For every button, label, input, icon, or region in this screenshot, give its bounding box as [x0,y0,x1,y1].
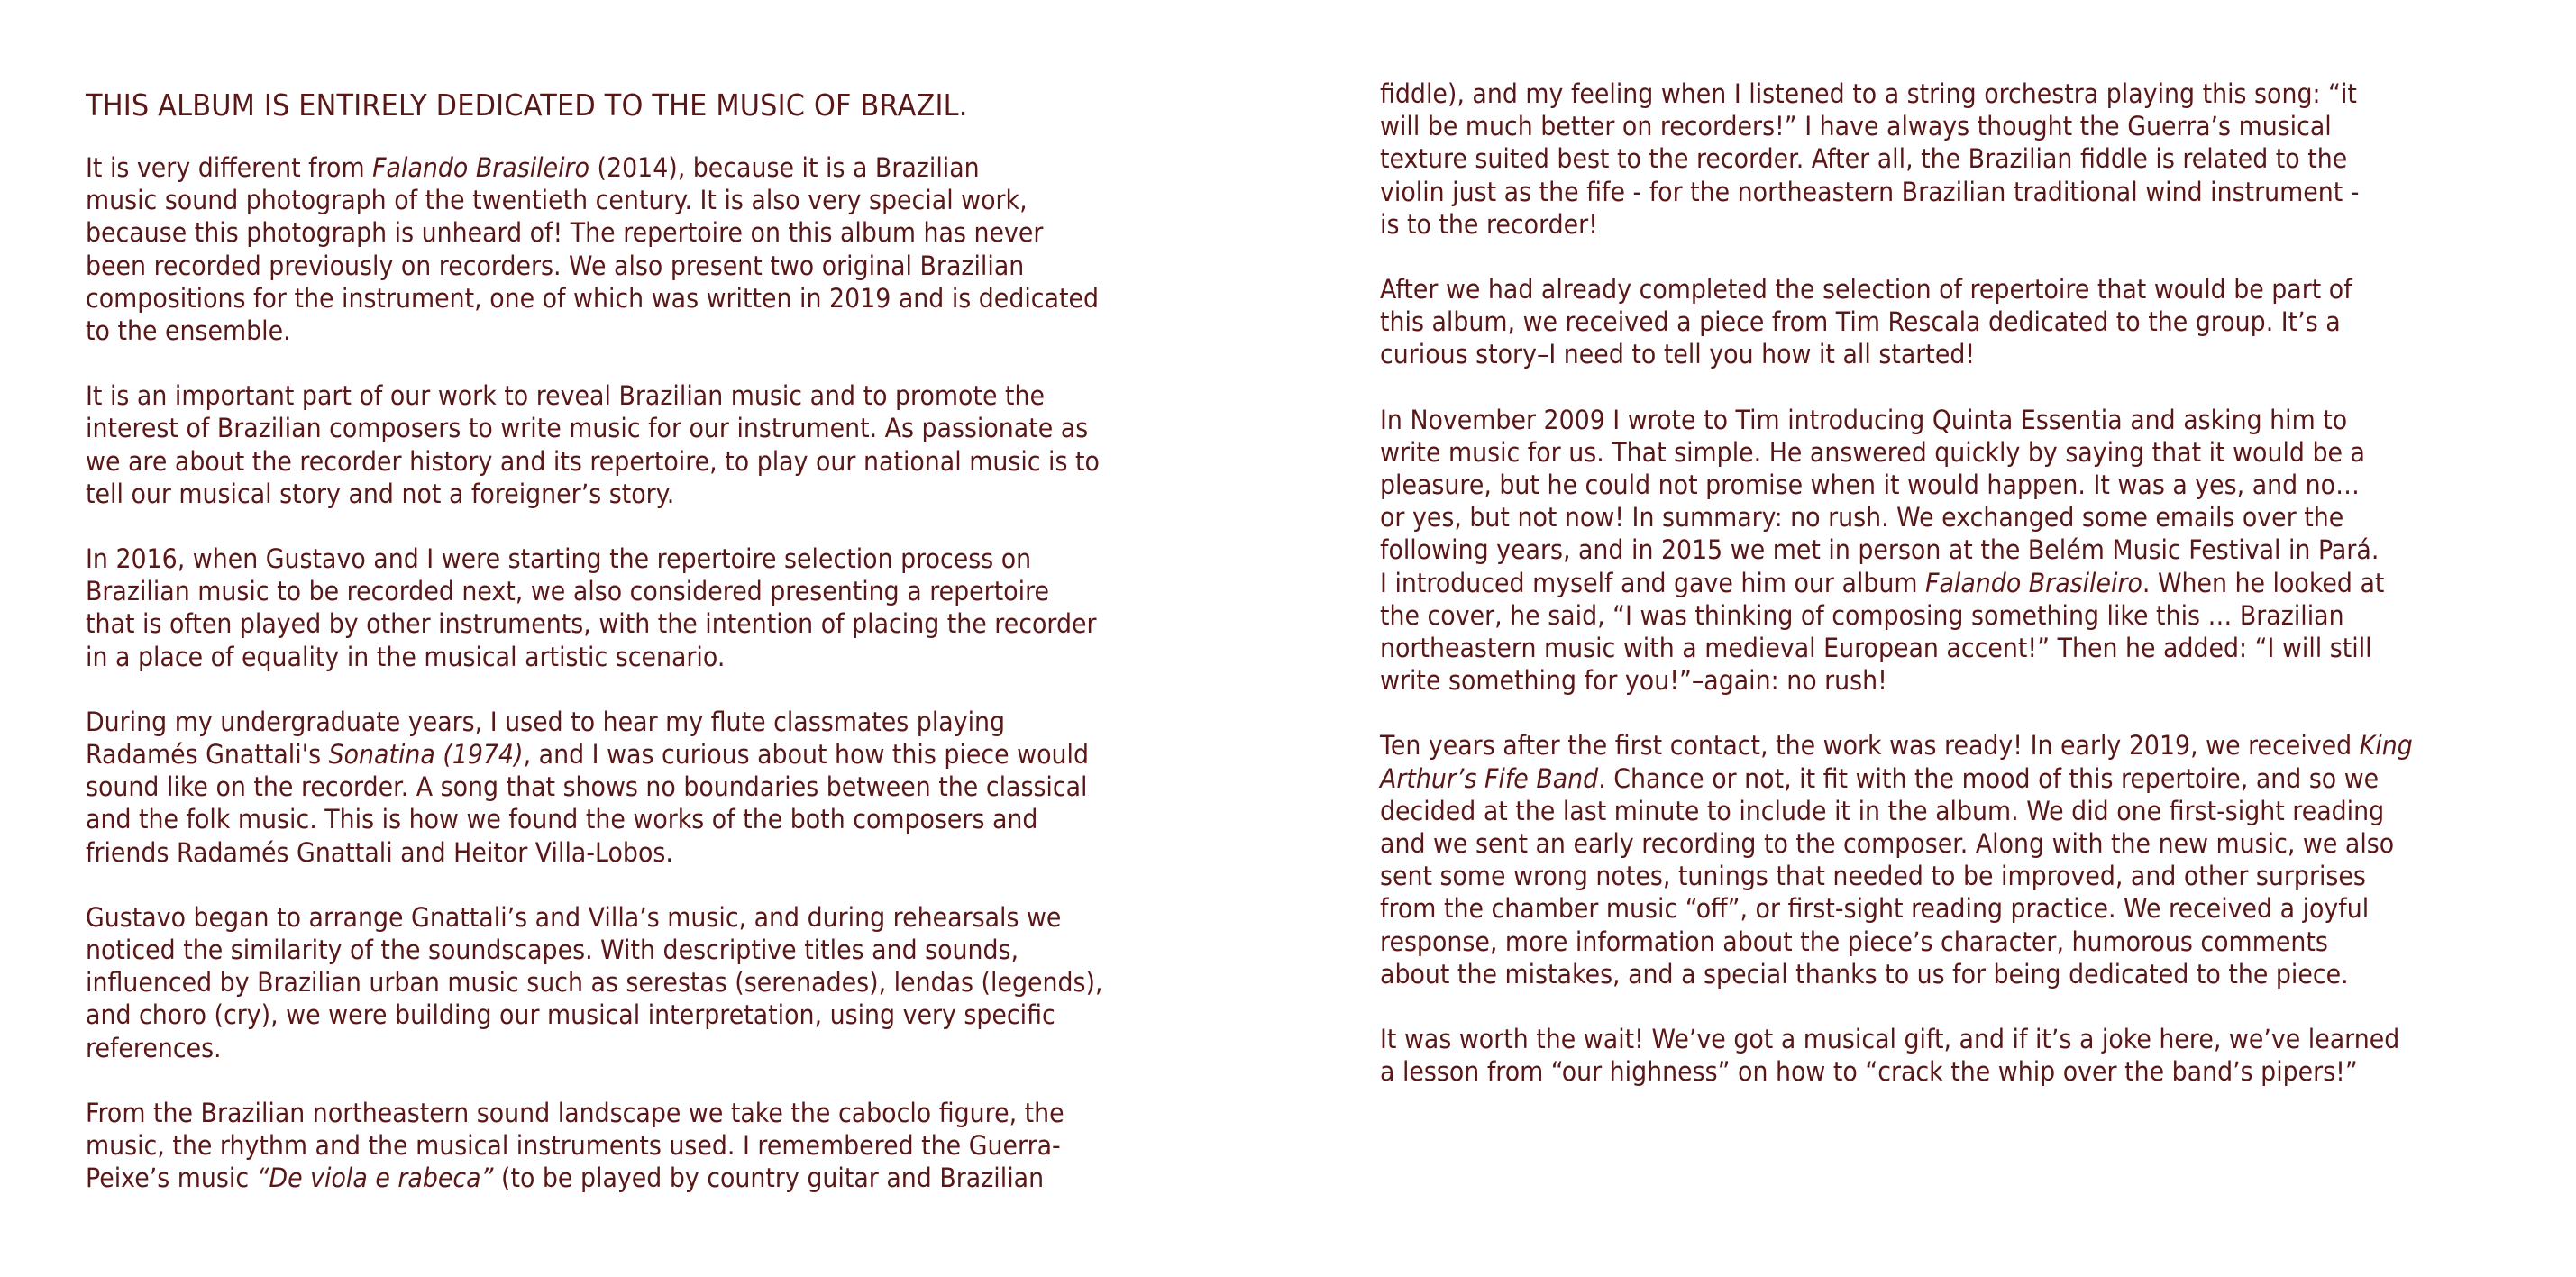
text-line [86,216,1145,249]
paragraph [86,1097,1145,1195]
body-text: Gustavo began to arrange Gnattali’s and Villa’s music, and during rehearsals we [86,901,1062,933]
text-line [86,901,1145,934]
body-text: After we had already completed the selection of repertoire that would be part of [1380,274,2352,306]
text-line [86,999,1145,1031]
text-line [86,250,1145,282]
body-text: write something for you!”–again: no rush! [1380,665,1887,697]
body-text: Radamés Gnattali's [86,739,329,771]
body-text: It was worth the wait! We’ve got a musical gift, and if it’s a joke here, we’ve learned [1380,1024,2400,1055]
body-text: music, the rhythm and the musical instruments used. I remembered the Guerra- [86,1130,1061,1162]
body-text: been recorded previously on recorders. We also present two original Brazilian [86,250,1025,281]
body-text: compositions for the instrument, one of which was written in 2019 and is dedicated [86,282,1100,314]
italic-title-text: Arthur’s Fife Band [1380,762,1599,794]
body-text: northeastern music with a medieval European accent!” Then he added: “I will still [1380,633,2372,664]
text-line [1380,1055,2439,1088]
paragraph [86,706,1145,869]
body-text: that is often played by other instruments, with the intention of placing the recorder [86,608,1097,640]
body-text: interest of Brazilian composers to write music for our instrument. As passionate as [86,413,1089,444]
body-text: is to the recorder! [1380,208,1598,240]
text-line [1380,567,2439,599]
text-line [86,575,1145,607]
body-text: Brazilian music to be recorded next, we also considered presenting a repertoire [86,576,1050,607]
text-line [1380,338,2439,370]
text-line [1380,404,2439,436]
text-line [1380,729,2439,762]
paragraph [86,543,1145,673]
body-text: texture suited best to the recorder. After all, the Brazilian fiddle is related to the [1380,143,2348,175]
body-text: During my undergraduate years, I used to hear my flute classmates playing [86,706,1006,737]
body-text: , and I was curious about how this piece would [523,739,1089,771]
body-text: about the mistakes, and a special thanks to us for being dedicated to the piece. [1380,958,2349,990]
body-text: this album, we received a piece from Tim Rescala dedicated to the group. It’s a [1380,306,2341,338]
paragraph [1380,273,2439,371]
text-line [86,445,1145,478]
body-text: In November 2009 I wrote to Tim introducing Quinta Essentia and asking him to [1380,404,2348,435]
body-text: response, more information about the piece’s character, humorous comments [1380,926,2328,957]
paragraph [1380,1023,2439,1088]
body-text: because this photograph is unheard of! The repertoire on this album has never [86,217,1044,249]
body-text: to the ensemble. [86,315,291,347]
body-text: we are about the recorder history and its repertoire, to play our national music is to [86,445,1100,477]
body-text: curious story–I need to tell you how it all started! [1380,339,1976,370]
body-text: fiddle), and my feeling when I listened to a string orchestra playing this song: “it [1380,78,2357,109]
left-column [86,87,1230,1227]
body-text: tell our musical story and not a foreigner’s story. [86,478,675,509]
body-text: It is very different from [86,152,373,183]
body-text: following years, and in 2015 we met in person at the Belém Music Festival in Pará. [1380,534,2380,566]
body-text: (to be played by country guitar and Brazilian [493,1163,1045,1194]
text-line [1380,110,2439,142]
italic-title-text: Sonatina (1974) [328,739,524,771]
text-line [86,1097,1145,1129]
body-text: a lesson from “our highness” on how to “crack the whip over the band’s pipers!” [1380,1056,2358,1088]
text-line [1380,534,2439,566]
text-line [1380,958,2439,990]
text-line [1380,436,2439,469]
text-line [1380,78,2439,110]
text-line [1380,142,2439,175]
italic-title-text: King [2359,730,2413,762]
page-headline: THIS ALBUM IS ENTIRELY DEDICATED TO THE MUSIC OF BRAZIL. [86,87,968,123]
body-text: pleasure, but he could not promise when it would happen. It was a yes, and no… [1380,470,2360,501]
body-text: . Chance or not, it fit with the mood of this repertoire, and so we [1598,762,2380,794]
right-column [1380,78,2525,1120]
text-line [86,836,1145,869]
italic-title-text: Falando Brasileiro [1925,567,2142,598]
body-text: and the folk music. This is how we found the works of the both composers and [86,804,1038,835]
body-text: in a place of equality in the musical artistic scenario. [86,641,726,672]
text-line [86,771,1145,803]
text-line [1380,795,2439,827]
paragraph [86,379,1145,510]
text-line [1380,1023,2439,1055]
text-line [1380,892,2439,925]
text-line [1380,664,2439,697]
body-text: violin just as the fife - for the northeastern Brazilian traditional wind instrument - [1380,176,2360,207]
body-text: From the Brazilian northeastern sound landscape we take the caboclo figure, the [86,1097,1064,1128]
body-text: influenced by Brazilian urban music such as serestas (serenades), lendas (legends), [86,967,1103,999]
body-text: I introduced myself and gave him our album [1380,567,1926,598]
italic-title-text: Falando Brasileiro [372,152,590,183]
text-line [86,282,1145,315]
body-text: and we sent an early recording to the composer. Along with the new music, we also [1380,828,2395,860]
body-text: will be much better on recorders!” I have always thought the Guerra’s musical [1380,111,2332,142]
body-text: references. [86,1032,222,1063]
text-line [1380,469,2439,501]
italic-title-text: “De viola e rabeca” [256,1163,494,1194]
paragraph [86,901,1145,1064]
text-line [86,1162,1145,1194]
text-line [86,966,1145,999]
text-line [1380,208,2439,241]
text-line [1380,176,2439,208]
text-line [1380,860,2439,892]
body-text: noticed the similarity of the soundscapes. With descriptive titles and sounds, [86,935,1019,966]
text-line [1380,599,2439,632]
text-line [1380,501,2439,534]
text-line [1380,632,2439,664]
body-text: In 2016, when Gustavo and I were starting the repertoire selection process on [86,543,1032,575]
body-text: sent some wrong notes, tunings that needed to be improved, and other surprises [1380,861,2366,892]
body-text: from the chamber music “off”, or first-sight reading practice. We received a joyful [1380,893,2370,925]
text-line [86,1129,1145,1162]
body-text: decided at the last minute to include it in the album. We did one first-sight reading [1380,795,2385,826]
body-text: and choro (cry), we were building our musical interpretation, using very specific [86,999,1055,1031]
text-line [1380,306,2439,338]
text-line [86,379,1145,412]
paragraph [1380,78,2439,241]
text-line [86,803,1145,835]
paragraph [1380,729,2439,990]
text-line [1380,926,2439,958]
text-line [86,641,1145,673]
text-line [1380,273,2439,306]
text-line [86,184,1145,216]
paragraph [86,151,1145,347]
body-text: (2014), because it is a Brazilian [589,152,980,183]
body-text: Peixe’s music [86,1163,257,1194]
text-line [1380,762,2439,795]
text-line [86,478,1145,510]
text-line [1380,827,2439,860]
text-line [86,412,1145,444]
paragraph [1380,404,2439,698]
text-line [86,151,1145,184]
text-line [86,1032,1145,1064]
body-text: It is an important part of our work to reveal Brazilian music and to promote the [86,380,1046,412]
body-text: music sound photograph of the twentieth century. It is also very special work, [86,185,1028,216]
body-text: sound like on the recorder. A song that shows no boundaries between the classical [86,771,1088,803]
body-text: the cover, he said, “I was thinking of composing something like this … Brazilian [1380,599,2344,631]
body-text: friends Radamés Gnattali and Heitor Villa-Lobos. [86,836,673,868]
text-line [86,706,1145,738]
left-text-body [86,151,1145,1194]
text-line [86,607,1145,640]
text-line [86,315,1145,347]
text-line [86,543,1145,575]
body-text: or yes, but not now! In summary: no rush. We exchanged some emails over the [1380,502,2344,534]
body-text: Ten years after the first contact, the work was ready! In early 2019, we received [1380,730,2360,762]
text-line [86,738,1145,771]
body-text: write music for us. That simple. He answered quickly by saying that it would be a [1380,436,2365,468]
body-text: . When he looked at [2142,567,2385,598]
right-text-body [1380,78,2439,1088]
text-line [86,934,1145,966]
